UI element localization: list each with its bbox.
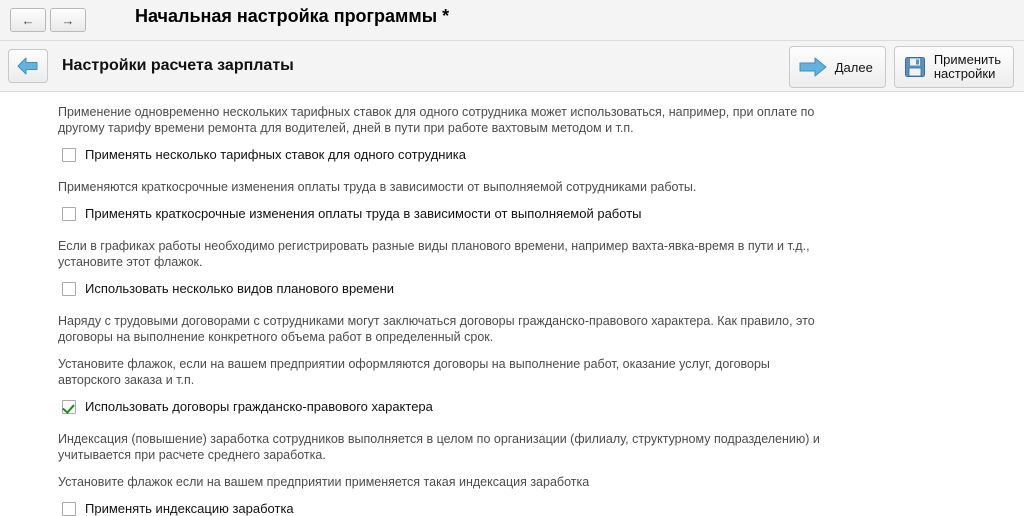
block-description: Применяются краткосрочные изменения оплаты труда в зависимости от выполняемой сотрудниками работы.: [58, 180, 697, 194]
settings-block: [0, 313, 1024, 414]
checkbox-short-term-pay-changes[interactable]: [62, 207, 76, 221]
window-title: Начальная настройка программы *: [135, 6, 450, 26]
right-arrow-icon: [798, 55, 828, 79]
save-floppy-icon: [903, 55, 927, 79]
window-top-bar: [0, 0, 1024, 41]
checkbox-label-short-term-pay-changes: Применять краткосрочные изменения оплаты труда в зависимости от выполняемой работы: [85, 206, 642, 221]
arrow-left-icon: ←: [21, 12, 35, 28]
checkbox-label-civil-law-contracts: Использовать договоры гражданско-правового характера: [85, 399, 433, 414]
next-button[interactable]: [789, 46, 886, 88]
apply-settings-label-line1: Применить: [933, 52, 1001, 67]
checkbox-row-salary-indexation[interactable]: [62, 501, 1024, 516]
apply-settings-button[interactable]: [894, 46, 1014, 88]
checkbox-salary-indexation[interactable]: [62, 502, 76, 516]
navigation-buttons: [10, 8, 86, 32]
command-bar-actions: [789, 46, 1014, 88]
checkbox-row-short-term-pay-changes[interactable]: [62, 206, 1024, 221]
checkbox-row-civil-law-contracts[interactable]: [62, 399, 1024, 414]
block-description-secondary: Установите флажок, если на вашем предприятии оформляются договоры на выполнение работ, оказание услуг, договоры авторского заказа и т.п.: [58, 357, 770, 387]
back-button[interactable]: [8, 49, 48, 83]
checkbox-label-salary-indexation: Применять индексацию заработка: [85, 501, 294, 516]
nav-forward-button[interactable]: [50, 8, 86, 32]
checkbox-row-planned-time-types[interactable]: [62, 281, 1024, 296]
block-description: Если в графиках работы необходимо регистрировать разные виды планового времени, например вахта-явка-время в пути и т.д., установите этот флажок.: [58, 239, 810, 269]
block-description: Индексация (повышение) заработка сотрудников выполняется в целом по организации (филиалу, структурному подразделению) и учитывается при расчете среднего заработка.: [58, 432, 820, 462]
settings-block: [0, 238, 1024, 296]
arrow-right-icon: →: [61, 12, 75, 28]
checkbox-multiple-tariff-rates[interactable]: [62, 148, 76, 162]
back-arrow-icon: [16, 56, 40, 76]
checkbox-label-multiple-tariff-rates: Применять несколько тарифных ставок для одного сотрудника: [85, 147, 466, 162]
settings-block: [0, 431, 1024, 516]
checkbox-civil-law-contracts[interactable]: [62, 400, 76, 414]
page-title: Настройки расчета зарплаты: [62, 57, 294, 74]
nav-back-button[interactable]: [10, 8, 46, 32]
block-description-secondary: Установите флажок если на вашем предприятии применяется такая индексация заработка: [58, 475, 590, 489]
apply-settings-label-line2: настройки: [933, 66, 996, 81]
settings-block: [0, 104, 1024, 162]
settings-block: [0, 179, 1024, 221]
block-description: Наряду с трудовыми договорами с сотрудниками могут заключаться договоры гражданско-правового характера. Как правило, это договоры на выполнение конкретного объема работ в определенный срок.: [58, 314, 815, 344]
apply-settings-button-label: [934, 53, 1001, 81]
block-description: Применение одновременно нескольких тарифных ставок для одного сотрудника может использоваться, например, при оплате по другому тарифу времени ремонта для водителей, дней в пути при работе вахтовым методом и т.п.: [58, 105, 815, 135]
checkbox-row-multiple-tariff-rates[interactable]: [62, 147, 1024, 162]
checkbox-label-planned-time-types: Использовать несколько видов планового времени: [85, 281, 395, 296]
checkbox-planned-time-types[interactable]: [62, 282, 76, 296]
command-bar: [0, 41, 1024, 92]
next-button-label: Далее: [834, 59, 873, 75]
settings-content: [0, 92, 1024, 516]
